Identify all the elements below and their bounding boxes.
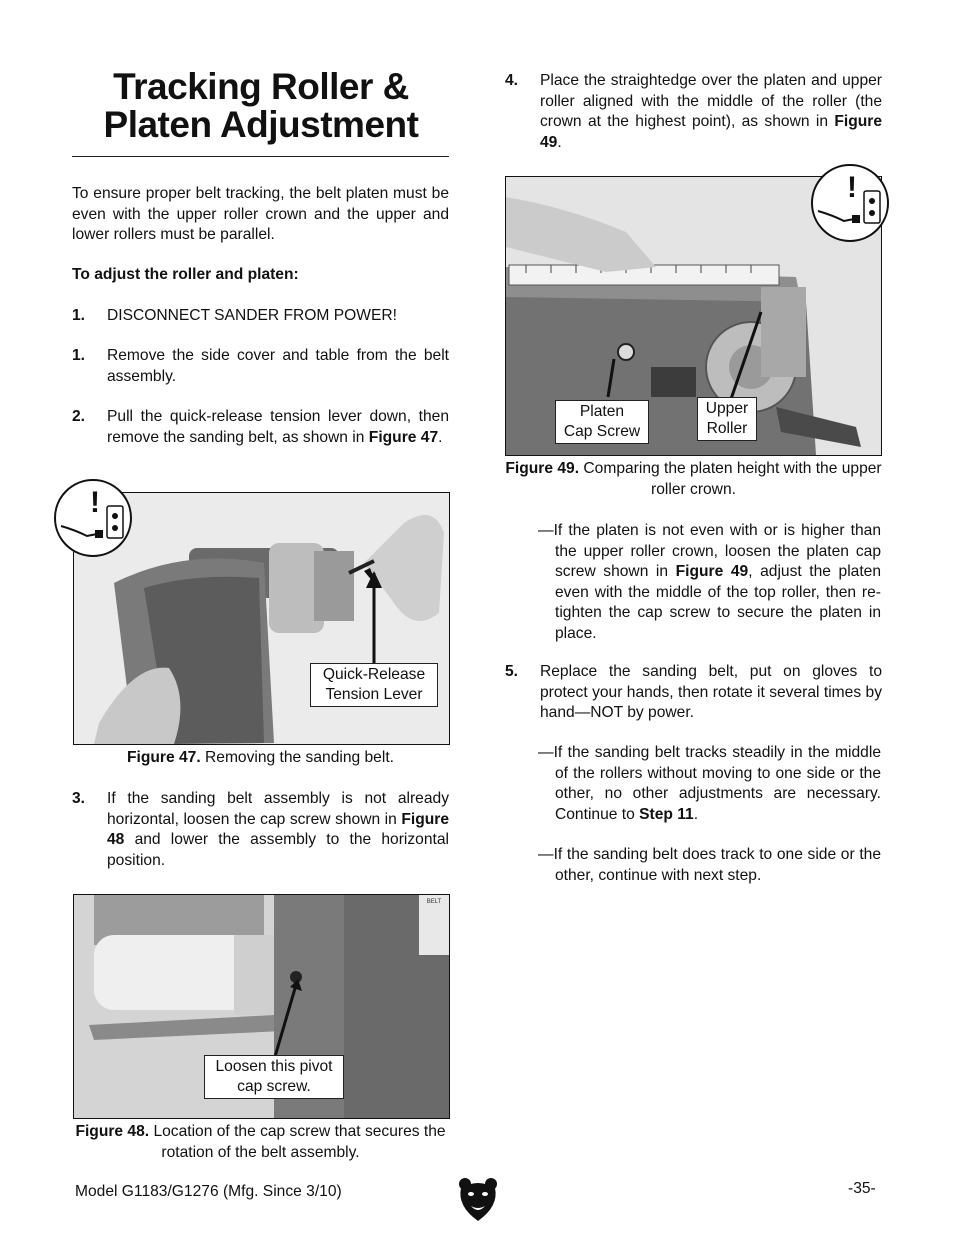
step-text: DISCONNECT SANDER FROM POWER! [107,307,397,324]
step-number: 3. [72,790,86,807]
step-number: 2. [72,408,86,425]
unplug-warning-icon [810,163,890,243]
footer-model: Model G1183/G1276 (Mfg. Since 3/10) [75,1183,342,1200]
step-text: If the sanding belt assembly is not already horizontal, loosen the cap screw shown in Figure 48 and lower the assembly to the horizontal position. [107,790,449,869]
figure-reference: Figure 48 [107,810,449,848]
callout-upper-roller: Upper Roller [697,397,757,441]
svg-text:BELT: BELT [426,899,442,905]
svg-text:!: ! [90,486,100,519]
title-line-2: Platen Adjustment [103,104,419,145]
bear-logo-icon [457,1176,499,1222]
figure-reference: Figure 49 [540,113,882,151]
step-number: 4. [505,72,519,89]
footer-page-number: -35- [848,1180,876,1197]
title-divider [72,156,449,157]
step-reference: Step 11 [639,805,694,823]
figure-48-caption: Figure 48. Location of the cap screw that secures the rotation of the belt assembly. [75,1123,446,1161]
subheading: To adjust the roller and platen: [72,266,299,283]
step-number: 1. [72,307,86,324]
figure-reference: Figure 49 [675,563,749,580]
callout-pivot-cap-screw: Loosen this pivot cap screw. [204,1055,344,1099]
figure-49-caption: Figure 49. Comparing the platen height with the upper roller crown. [505,460,882,498]
note-belt-tracks-steady: —If the sanding belt tracks steadily in the middle of the rollers without moving to one side or the other, no other adjustments are necessary. Continue to Step 11. [538,744,881,823]
figure-reference: Figure 47 [368,428,439,446]
intro-paragraph: To ensure proper belt tracking, the belt platen must be even with the upper roller crown and the upper and lower rollers must be parallel. [72,185,449,243]
step-text: Replace the sanding belt, put on gloves to protect your hands, then rotate it several times by hand—NOT by power. [540,663,882,721]
callout-platen-cap-screw: Platen Cap Screw [555,400,649,444]
figure-48-photo [73,894,450,1119]
unplug-warning-icon [53,478,133,558]
step-number: 1. [72,347,86,364]
step-text: Place the straightedge over the platen and upper roller aligned with the middle of the roller (the crown at the highest point), as shown in Figure 49. [540,72,882,151]
step-text: Remove the side cover and table from the belt assembly. [107,347,449,385]
callout-quick-release: Quick-Release Tension Lever [310,663,438,707]
note-platen-adjust: —If the platen is not even with or is higher than the upper roller crown, loosen the platen cap screw shown in Figure 49, adjust the platen even with the middle of the top roller, then re-tighten the cap screw to secure the platen in place. [538,522,882,642]
step-text: Pull the quick-release tension lever down, then remove the sanding belt, as shown in Figure 47. [107,408,449,446]
note-belt-tracks-side: —If the sanding belt does track to one side or the other, continue with next step. [538,846,881,884]
figure-47-caption: Figure 47. Removing the sanding belt. [127,749,394,766]
title-line-1: Tracking Roller & [113,66,409,107]
page-title [72,68,450,144]
svg-text:!: ! [847,171,857,204]
step-number: 5. [505,663,519,680]
